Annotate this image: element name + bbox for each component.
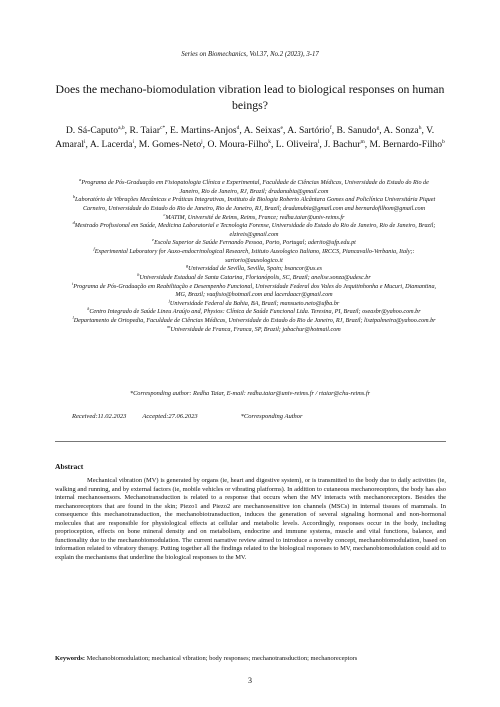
author-affiliation-marker: c*: [160, 124, 166, 131]
affiliation-item: [70, 176, 438, 196]
paper-title: Does the mechano-biomodulation vibration lead to biological responses on human beings?: [55, 82, 445, 112]
keywords-text: Mechanobiomodulation; mechanical vibration; body responses; mechanotransduction; mechanoreceptors: [85, 655, 358, 662]
abstract-text: Mechanical vibration (MV) is generated by organs (ie, heart and digestive system), or is transmitted to the body due to daily activities (ie, walking and running, and by external factors (ie, mobile vehicles or vibrating platforms). In addition to cutaneous mechanoreceptors, the body has also internal mechanosensors. Mechanotransduction is related to a response that occurs when the MV interacts with mechanoreceptors. Besides the mechanoreceptors that are found in the skin; Piezo1 and Piezo2 are mechanosensitive ion channels (MSCs) in internal tissues of mammals. In consequence this mechanotransduction, the mechanobiotransduction, induces the generation of several signaling hormonal and non-hormonal molecules that are responsible for physiological effects at cellular and metabolic levels. Accordingly, responses occur in the body, including proprioception, effects on bone mineral density and on metabolism, endocrine and immune systems, muscle and vital functions, balance, and functionality due to the mechanobiomodulation. The current narrative review aimed to introduce a novelty concept, mechanobiomodulation, based on information related to vibratory therapy. Putting together all the findings related to the biological responses to MV, mechanobiomodulation could aid to explain the mechanisms that underline the biological responses to the MV.: [55, 477, 446, 561]
affiliation-item: [70, 265, 438, 274]
author-affiliation-marker: f: [329, 124, 332, 131]
author-name: A. Lacerda$^i$: [89, 139, 134, 151]
affiliation-text: Programa de Pós-Graduação em Reabilitação e Desempenho Funcional, Universidade Federal dos Vales do Jequitinhonha e Mucuri, Diamantina, MG, Brazil; vaafisio@hotmail.com and lacerdaacr@gmail.com: [73, 283, 437, 299]
affiliation-marker: g: [185, 263, 189, 269]
corresponding-author-label: *Corresponding Author: [240, 413, 303, 420]
author-name: J. Bachur$^m$: [324, 139, 365, 151]
affiliation-item: [70, 196, 438, 213]
author-list: D. Sá-Caputo$^{a,b}$, R. Taiar$^{c*}$, E. Martins-Anjos$^d$, A. Seixas$^e$, A. Sartório$^f$, B. Sanudo$^g$, A. Sonza$^h$, V. Amaral$^i$, A. Lacerda$^i$, M. Gomes-Neto$^j$, O. Moura-Filho$^k$, L. Oliveira$^l$, J. Bachur$^m$, M. Bernardo-Filho$^b$: [55, 124, 445, 151]
author-affiliation-marker: l: [317, 139, 320, 146]
author-affiliation-marker: i: [84, 139, 86, 146]
author-name: M. Bernardo-Filho$^b$: [369, 139, 445, 151]
affiliation-marker: l: [72, 314, 74, 320]
author-affiliation-marker: g: [376, 124, 380, 131]
affiliation-text: Experimental Laboratory for Auxo-endocrinological Research, Istituto Auxologico Italiano, IRCCS, Piancavallo-Verbania, Italy;: sartorio@auxologico.it: [94, 249, 415, 264]
affiliation-item: [70, 222, 438, 239]
affiliation-item: [70, 245, 438, 265]
affiliation-text: MATIM, Université de Reims, Reims, France; redha.taiar@univ-reims.fr: [165, 214, 345, 221]
keywords-line: [55, 655, 460, 662]
dates-line: [72, 413, 303, 420]
affiliation-item: [70, 323, 438, 335]
affiliation-marker: h: [137, 271, 140, 277]
author-name: E. Martins-Anjos$^d$: [170, 124, 240, 136]
affiliation-text: Universidade de Franca, Franca, SP, Brazil; jabachur@hotmail.com: [170, 326, 341, 333]
author-affiliation-marker: e: [280, 124, 283, 131]
author-name: L. Oliveira$^l$: [275, 139, 320, 151]
affiliation-marker: b: [72, 194, 76, 200]
author-name: A. Sartório$^f$: [287, 124, 332, 136]
affiliation-marker: i: [71, 280, 74, 286]
author-affiliation-marker: k: [268, 139, 271, 146]
corresponding-author-note: *Corresponding author: Redha Taiar, E-mail: redha.taiar@univ-reims.fr / rtaiar@chu-reims.fr: [129, 390, 371, 397]
section-divider: [55, 441, 446, 442]
author-name: A. Seixas$^e$: [243, 124, 283, 136]
affiliation-marker: m: [167, 323, 171, 329]
journal-header: Series on Biomechanics, Vol.37, No.2 (2023), 3-17: [181, 51, 319, 58]
author-name: M. Gomes-Neto$^j$: [138, 139, 203, 151]
author-affiliation-marker: m: [360, 139, 365, 146]
author-affiliation-marker: d: [236, 124, 240, 131]
affiliation-item: [70, 314, 438, 326]
author-affiliation-marker: b: [442, 139, 445, 146]
affiliation-text: Centro Integrado de Saúde Lineu Araújo and, Physios: Clínica de Saúde Funcional Ltda. Teresina, PI, Brazil; oseasbr@yahoo.com.br: [89, 309, 421, 316]
affiliation-text: Departamento de Ortopedia, Faculdade de Ciências Médicas, Universidade do Estado do Rio de Janeiro, RJ, Brazil; lisztpalmeira@yahoo.com.br: [73, 318, 436, 324]
affiliation-item: [70, 211, 438, 226]
author-name: O. Moura-Filho$^k$: [207, 139, 271, 151]
keywords-label: Keywords:: [55, 655, 86, 662]
affiliation-item: [70, 280, 438, 300]
author-name: D. Sá-Caputo$^{a,b}$: [65, 124, 125, 136]
affiliation-text: Universidade Federal da Bahia, BA, Brazil; mansueto.neto@ufba.br: [169, 300, 340, 307]
affiliation-marker: a: [79, 176, 82, 182]
affiliation-text: Universidad de Sevilla, Sevilla, Spain; bsancor@us.es: [188, 266, 323, 273]
affiliation-text: Laboratório de Vibrações Mecânicas e Práticas Integrativas, Instituto de Biologia Roberto Alcântara Gomes and Policlínica Universitária Piquet Carneiro, Universidade do Estado do Rio de Janeiro, Rio de Janeiro, RJ, Brazil; dradanubia@gmail.com and bernardofilhom@gmail.com: [75, 197, 436, 212]
author-affiliation-marker: a,b: [118, 124, 125, 131]
affiliation-item: [70, 308, 438, 317]
accepted-date: Accepted:27.06.2023: [142, 413, 198, 420]
affiliation-marker: f: [93, 245, 95, 251]
affiliation-item: [70, 297, 438, 312]
affiliation-item: [70, 239, 438, 248]
author-name: R. Taiar$^{c*}$: [129, 124, 166, 136]
author-affiliation-marker: h: [418, 124, 422, 131]
affiliation-marker: k: [87, 306, 90, 312]
author-affiliation-marker: j: [201, 139, 203, 146]
affiliation-text: Universidade Estadual de Santa Catarina, Florianópolis, SC, Brazil; anelise.sonza@udesc.br: [139, 274, 371, 281]
affiliation-text: Escola Superior de Saúde Fernando Pessoa, Porto, Portugal; aderito@ufp.edu.pt: [154, 240, 356, 247]
affiliation-text: Mestrado Profissional em Saúde, Medicina Laboratorial e Tecnologia Forense, Universidade do Estado do Rio de Janeiro, Rio de Janeiro, Brazil; elzireis@gmail.com: [74, 223, 436, 238]
author-name: V. Amaral$^i$: [55, 125, 435, 151]
author-name: B. Sanudo$^g$: [336, 124, 380, 136]
affiliation-marker: d: [72, 220, 75, 226]
affiliation-list: [70, 176, 438, 334]
author-name: A. Sonza$^h$: [383, 124, 422, 136]
affiliation-text: Programa de Pós-Graduação em Fisiopatologia Clínica e Experimental, Faculdade de Ciências Médicas, Universidade do Estado do Rio de Janeiro, Rio de Janeiro, RJ, Brazil; dradanubia@gmail.com: [81, 180, 429, 195]
received-date: Received:11.02.2023: [72, 413, 127, 420]
affiliation-item: [70, 271, 438, 286]
affiliation-marker: c: [163, 211, 166, 217]
affiliation-marker: j: [168, 297, 170, 303]
page-number: 3: [248, 676, 252, 685]
author-affiliation-marker: i: [132, 139, 134, 146]
abstract-heading: Abstract: [55, 462, 84, 471]
affiliation-marker: e: [152, 237, 155, 243]
